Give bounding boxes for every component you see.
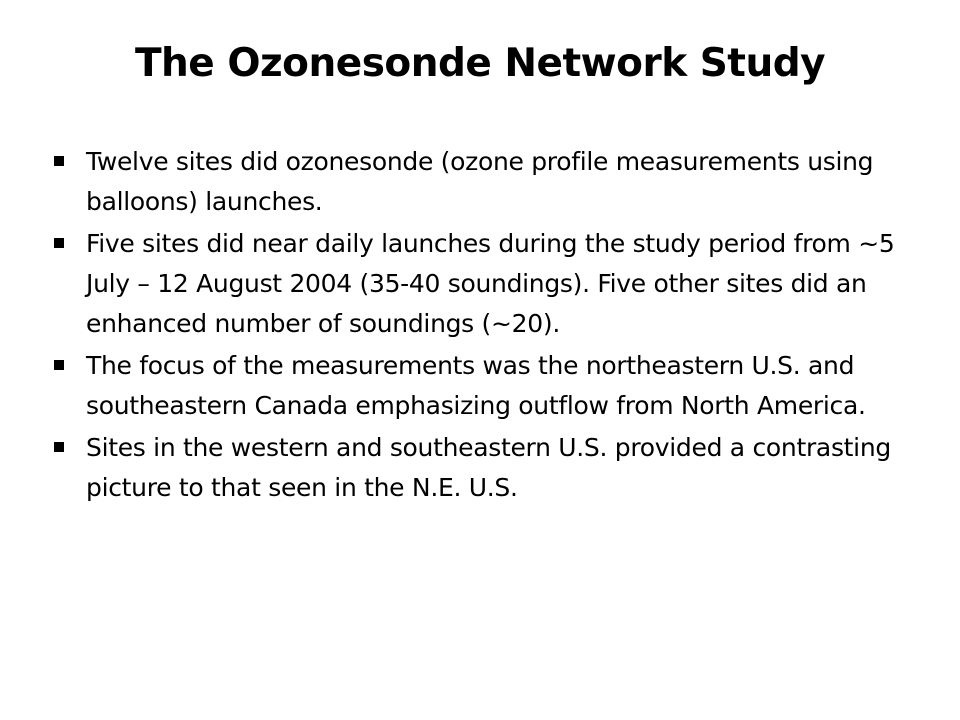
bullet-list — [48, 142, 928, 510]
square-bullet-icon — [54, 156, 64, 166]
square-bullet-icon — [54, 442, 64, 452]
bullet-item — [48, 142, 928, 222]
bullet-text: The focus of the measurements was the northeastern U.S. and southeastern Canada emphasizing outflow from North America. — [86, 351, 866, 420]
bullet-text: Sites in the western and southeastern U.S. provided a contrasting picture to that seen in the N.E. U.S. — [86, 433, 891, 502]
square-bullet-icon — [54, 238, 64, 248]
bullet-item — [48, 428, 928, 508]
bullet-text: Five sites did near daily launches during the study period from ~5 July – 12 August 2004 (35-40 soundings). Five other sites did an enhanced number of soundings (~20). — [86, 229, 895, 338]
slide-title: The Ozonesonde Network Study — [134, 41, 826, 86]
square-bullet-icon — [54, 360, 64, 370]
bullet-item — [48, 346, 928, 426]
bullet-item — [48, 224, 928, 344]
bullet-text: Twelve sites did ozonesonde (ozone profile measurements using balloons) launches. — [86, 147, 874, 216]
